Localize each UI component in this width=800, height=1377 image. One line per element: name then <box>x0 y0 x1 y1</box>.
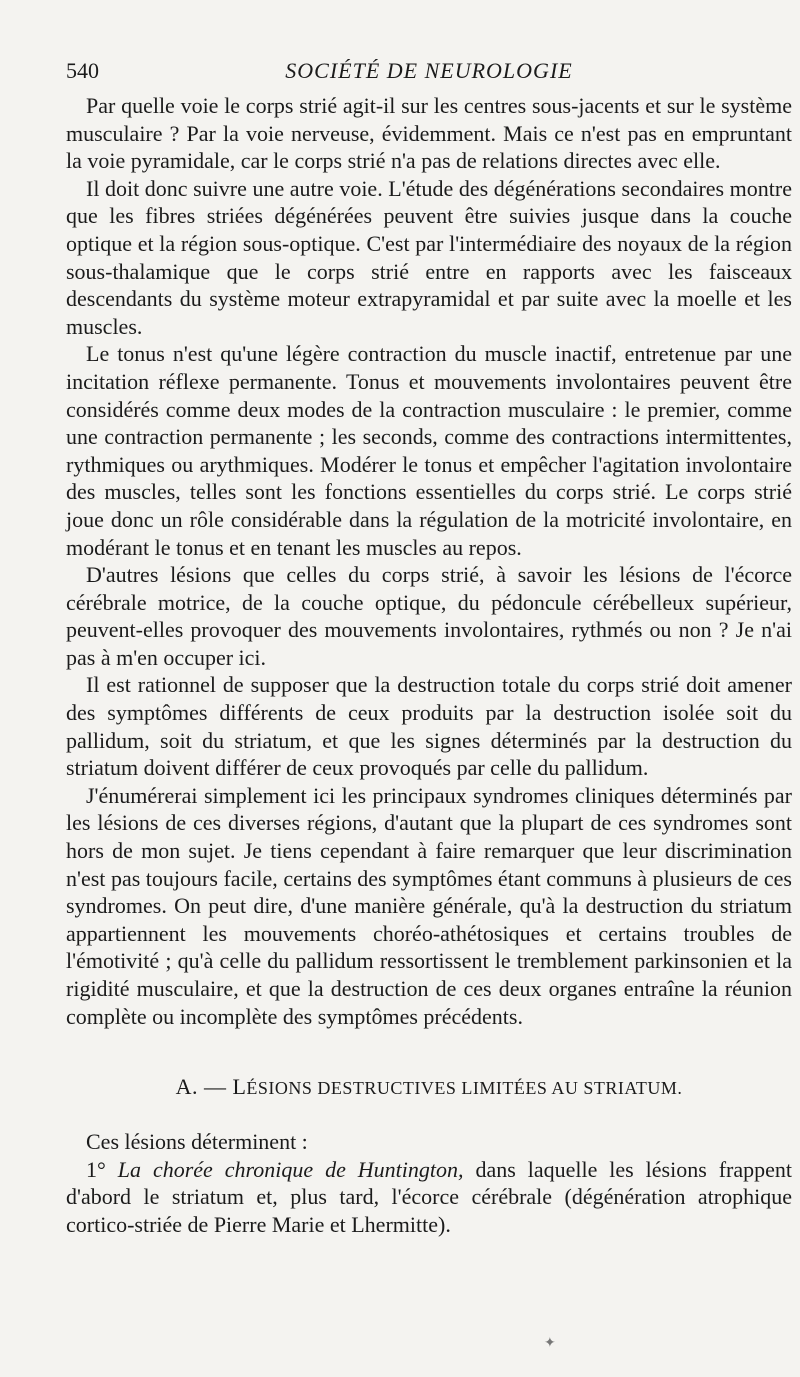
paragraph: Il doit donc suivre une autre voie. L'étude des dégénérations secondaires montre que les fibres striées dégénérées peuvent être suivies jusque dans la couche optique et la région sous-optique. C'est par l'intermédiaire des noyaux de la région sous-thalamique que le corps strié entre en rapports avec les faisceaux descendants du système moteur extrapyramidal et par suite avec la moelle et les muscles. <box>66 175 792 339</box>
paragraph: Il est rationnel de supposer que la destruction totale du corps strié doit amener des symptômes différents de ceux produits par la destruction isolée soit du pallidum, soit du striatum, et que les signes déterminés par la destruction du striatum doivent différer de ceux provoqués par celle du pallidum. <box>66 672 792 781</box>
print-mark-icon: ✦ <box>544 1336 556 1351</box>
section-heading-rest: ÉSIONS DESTRUCTIVES LIMITÉES AU STRIATUM. <box>246 1078 683 1099</box>
list-item-number: 1° <box>86 1156 106 1182</box>
list-item <box>66 1156 792 1239</box>
paragraph: Le tonus n'est qu'une légère contraction du muscle inactif, entretenue par une incitation réflexe permanente. Tonus et mouvements involontaires peuvent être considérés comme deux modes de la contraction musculaire : le premier, comme une contraction permanente ; les seconds, comme des contractions intermittentes, rythmiques ou arythmiques. Modérer le tonus et empêcher l'agitation involontaire des muscles, telles sont les fonctions essentielles du corps strié. Le corps strié joue donc un rôle considérable dans la régulation de la motricité involontaire, en modérant le tonus et en tenant les muscles au repos. <box>66 341 792 560</box>
running-title: SOCIÉTÉ DE NEUROLOGIE <box>285 58 573 83</box>
section-intro: Ces lésions déterminent : <box>86 1129 308 1155</box>
section-heading-prefix: A. — L <box>175 1074 247 1100</box>
page <box>66 58 792 1239</box>
paragraph: J'énumérerai simplement ici les principaux syndromes cliniques déterminés par les lésions de ces diverses régions, d'autant que la plupart de ces syndromes sont hors de mon sujet. Je tiens cependant à faire remarquer que leur discrimination n'est pas toujours facile, certains des symptômes étant communs à plusieurs de ces syndromes. On peut dire, d'une manière générale, qu'à la destruction du striatum appartiennent les mouvements choréo-athétosiques et certains troubles de l'émotivité ; qu'à celle du pallidum ressortissent le tremblement parkinsonien et la rigidité musculaire, et que la destruction de ces deux organes entraîne la réunion complète ou incomplète des symptômes précédents. <box>66 782 792 1029</box>
paragraph: Par quelle voie le corps strié agit-il sur les centres sous-jacents et sur le système musculaire ? Par la voie nerveuse, évidemment. Mais ce n'est pas en empruntant la voie pyramidale, car le corps strié n'a pas de relations directes avec elle. <box>66 93 792 174</box>
page-number: 540 <box>66 58 99 83</box>
paragraph: D'autres lésions que celles du corps strié, à savoir les lésions de l'écorce cérébrale motrice, de la couche optique, du pédoncule cérébelleux supérieur, peuvent-elles provoquer des mouvements involontaires, rythmés ou non ? Je n'ai pas à m'en occuper ici. <box>66 562 792 670</box>
list-item-title: La chorée chronique de Huntington, <box>117 1156 464 1182</box>
section-heading <box>66 1074 792 1100</box>
body-text <box>66 92 792 1239</box>
page-header <box>66 58 792 92</box>
list-item-text: dans laquelle les lésions frappent d'abord le striatum et, plus tard, l'écorce cérébrale (dégénération atrophique cortico-striée de Pierre Marie et Lhermitte). <box>66 1156 793 1237</box>
